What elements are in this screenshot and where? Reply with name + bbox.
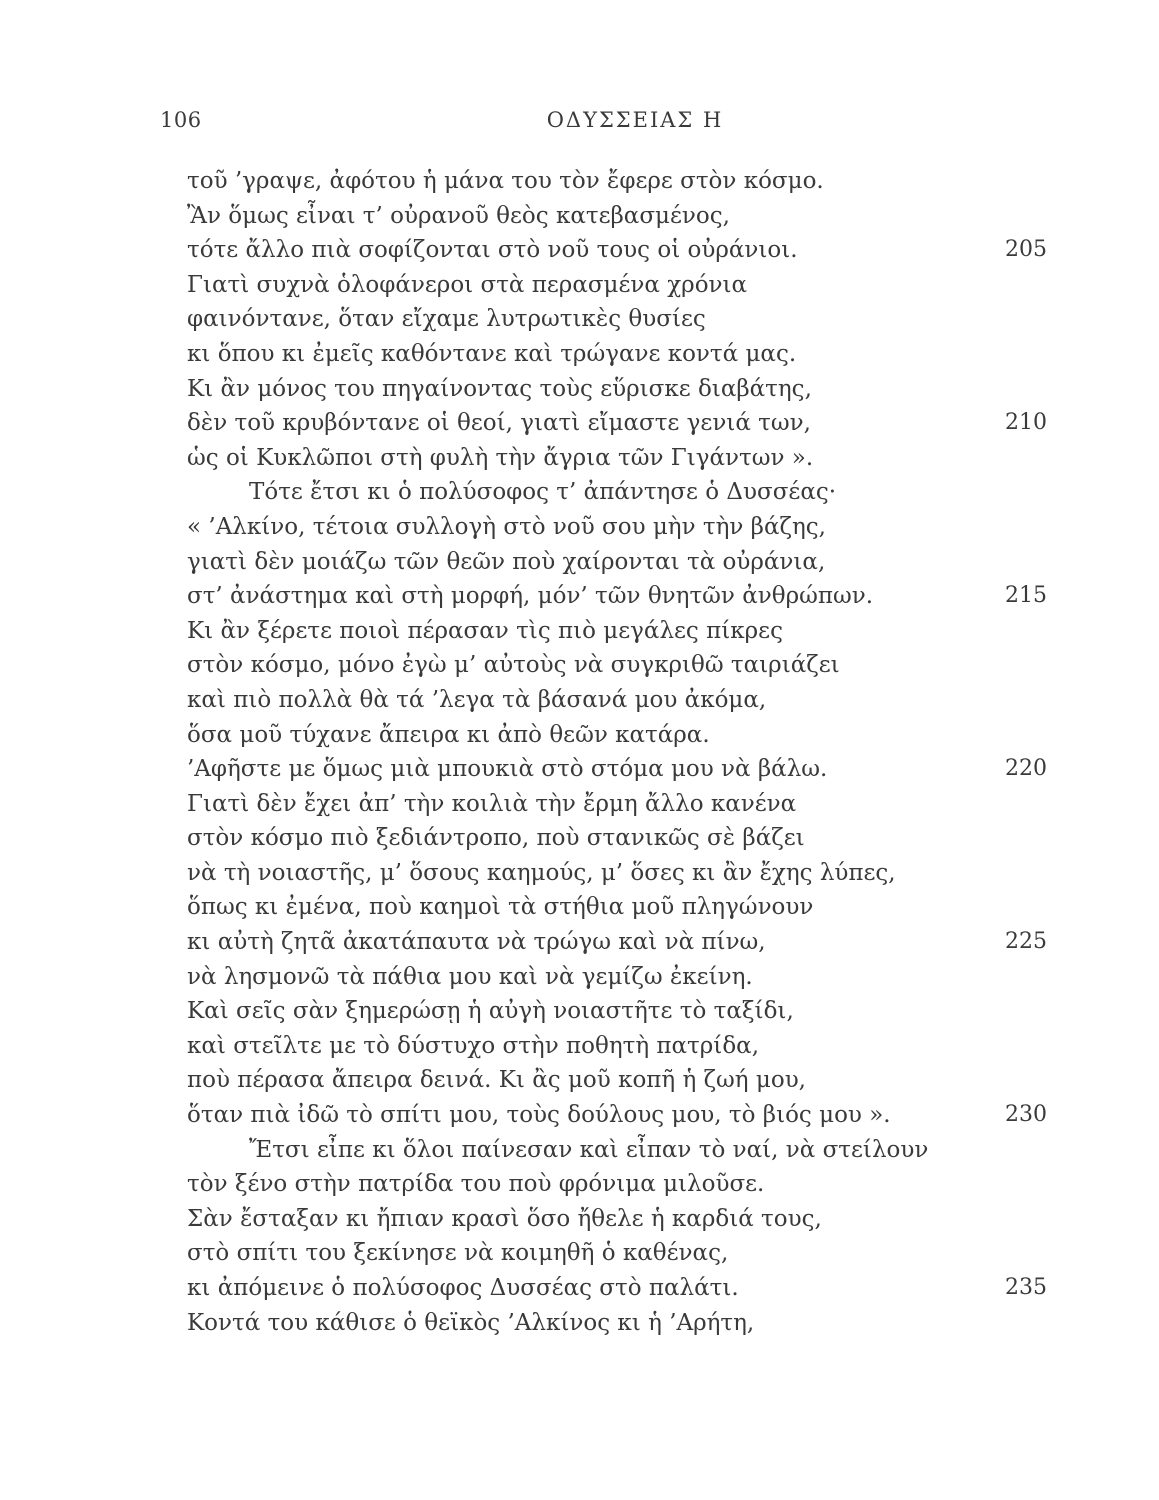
verse-line — [187, 302, 1047, 337]
line-number: 225 — [1005, 929, 1047, 955]
verse-line — [187, 268, 1047, 303]
verse-line — [187, 164, 1047, 199]
verse-text: τὸν ξένο στὴν πατρίδα του ποὺ φρόνιμα μιλοῦσε. — [187, 1171, 765, 1198]
verse-text: ὅπως κι ἐμένα, ποὺ καημοὶ τὰ στήθια μοῦ πληγώνουν — [187, 894, 814, 921]
verse-line — [187, 1167, 1047, 1202]
verse-line — [187, 1271, 1047, 1306]
line-number: 230 — [1005, 1102, 1047, 1128]
verse-text: στὸν κόσμο, μόνο ἐγὼ μ’ αὐτοὺς νὰ συγκριθῶ ταιριάζει — [187, 652, 840, 679]
verse-line — [187, 475, 1047, 510]
line-number: 215 — [1005, 583, 1047, 609]
verse-text: « ’Αλκίνο, τέτοια συλλογὴ στὸ νοῦ σου μὴν τὴν βάζης, — [187, 513, 826, 540]
verse-text: δὲν τοῦ κρυβόντανε οἱ θεοί, γιατὶ εἴμαστε γενιά των, — [187, 410, 811, 437]
verse-line — [187, 545, 1047, 580]
verse-text: Γιατὶ συχνὰ ὁλοφάνεροι στὰ περασμένα χρόνια — [187, 271, 748, 298]
verse-line — [187, 510, 1047, 545]
page-number: 106 — [160, 108, 202, 132]
verse-line — [187, 1029, 1047, 1064]
verse-line — [187, 821, 1047, 856]
verse-text: Ἂν ὅμως εἶναι τ’ οὐρανοῦ θεὸς κατεβασμένος, — [187, 202, 730, 229]
verse-text: Γιατὶ δὲν ἔχει ἀπ’ τὴν κοιλιὰ τὴν ἔρμη ἄλλο κανένα — [187, 790, 797, 817]
verse-text: ὅταν πιὰ ἰδῶ τὸ σπίτι μου, τοὺς δούλους μου, τὸ βιός μου ». — [187, 1102, 891, 1129]
verse-line — [187, 960, 1047, 995]
verse-line — [187, 337, 1047, 372]
line-number: 220 — [1005, 756, 1047, 782]
verse-text: κι ἀπόμεινε ὁ πολύσοφος Δυσσέας στὸ παλάτι. — [187, 1275, 739, 1301]
verse-text: Κι ἂν ξέρετε ποιοὶ πέρασαν τὶς πιὸ μεγάλες πίκρες — [187, 617, 783, 644]
verse-line — [187, 1202, 1047, 1237]
verse-text: στ’ ἀνάστημα καὶ στὴ μορφή, μόν’ τῶν θνητῶν ἀνθρώπων. — [187, 583, 874, 610]
verse-text: ’Αφῆστε με ὅμως μιὰ μπουκιὰ στὸ στόμα μου νὰ βάλω. — [187, 756, 828, 783]
verse-text: Τότε ἔτσι κι ὁ πολύσοφος τ’ ἀπάντησε ὁ Δυσσέας· — [249, 479, 837, 506]
verse-line — [187, 994, 1047, 1029]
verse-line — [187, 787, 1047, 822]
verse-text: Ἔτσι εἶπε κι ὅλοι παίνεσαν καὶ εἶπαν τὸ ναί, νὰ στείλουν — [249, 1136, 929, 1163]
verse-text: κι ὅπου κι ἐμεῖς καθόντανε καὶ τρώγανε κοντά μας. — [187, 340, 797, 367]
verse-line — [187, 233, 1047, 268]
verse-line — [187, 648, 1047, 683]
verse-text: ὡς οἱ Κυκλῶποι στὴ φυλὴ τὴν ἄγρια τῶν Γιγάντων ». — [187, 444, 814, 471]
verse-text: καὶ στεῖλτε με τὸ δύστυχο στὴν ποθητὴ πατρίδα, — [187, 1032, 760, 1059]
verse-text: καὶ πιὸ πολλὰ θὰ τά ’λεγα τὰ βάσανά μου ἀκόμα, — [187, 686, 767, 713]
verse-line — [187, 1133, 1047, 1168]
verse-text: Κοντά του κάθισε ὁ θεϊκὸς ’Αλκίνος κι ἡ ’Αρήτη, — [187, 1309, 755, 1336]
verse-text: νὰ λησμονῶ τὰ πάθια μου καὶ νὰ γεμίζω ἐκείνη. — [187, 963, 753, 990]
verse-line — [187, 925, 1047, 960]
verse-line — [187, 199, 1047, 234]
verse-line — [187, 1063, 1047, 1098]
poem-text — [187, 164, 1047, 1340]
verse-text: ποὺ πέρασα ἄπειρα δεινά. Κι ἂς μοῦ κοπῆ ἡ ζωή μου, — [187, 1067, 806, 1094]
verse-text: τοῦ ’γραψε, ἀφότου ἡ μάνα του τὸν ἔφερε στὸν κόσμο. — [187, 168, 824, 194]
verse-text: Κι ἂν μόνος του πηγαίνοντας τοὺς εὕρισκε διαβάτης, — [187, 375, 812, 402]
verse-text: τότε ἄλλο πιὰ σοφίζονται στὸ νοῦ τους οἱ οὐράνιοι. — [187, 237, 798, 264]
verse-line — [187, 406, 1047, 441]
verse-text: γιατὶ δὲν μοιάζω τῶν θεῶν ποὺ χαίρονται τὰ οὐράνια, — [187, 548, 826, 575]
line-number: 210 — [1005, 410, 1047, 436]
verse-text: Σὰν ἔσταξαν κι ἤπιαν κρασὶ ὅσο ἤθελε ἡ καρδιά τους, — [187, 1205, 822, 1232]
verse-line — [187, 752, 1047, 787]
verse-line — [187, 1236, 1047, 1271]
verse-text: στὸ σπίτι του ξεκίνησε νὰ κοιμηθῆ ὁ καθένας, — [187, 1240, 729, 1267]
verse-text: νὰ τὴ νοιαστῆς, μ’ ὅσους καημούς, μ’ ὅσες κι ἂν ἔχης λύπες, — [187, 859, 896, 886]
line-number: 205 — [1005, 237, 1047, 263]
verse-text: φαινόντανε, ὅταν εἴχαμε λυτρωτικὲς θυσίες — [187, 306, 706, 333]
verse-line — [187, 890, 1047, 925]
verse-line — [187, 372, 1047, 407]
verse-line — [187, 1306, 1047, 1341]
running-title: ΟΔΥΣΣΕΙΑΣ Η — [546, 108, 724, 132]
verse-line — [187, 1098, 1047, 1133]
verse-line — [187, 683, 1047, 718]
line-number: 235 — [1005, 1275, 1047, 1300]
verse-text: ὅσα μοῦ τύχανε ἄπειρα κι ἀπὸ θεῶν κατάρα. — [187, 721, 710, 748]
verse-line — [187, 441, 1047, 476]
verse-line — [187, 718, 1047, 753]
page-header — [160, 108, 1030, 144]
verse-text: στὸν κόσμο πιὸ ξεδιάντροπο, ποὺ στανικῶς σὲ βάζει — [187, 825, 805, 852]
verse-line — [187, 856, 1047, 891]
verse-text: κι αὐτὴ ζητᾶ ἀκατάπαυτα νὰ τρώγω καὶ νὰ πίνω, — [187, 929, 766, 956]
verse-line — [187, 614, 1047, 649]
verse-text: Καὶ σεῖς σὰν ξημερώσῃ ἡ αὐγὴ νοιαστῆτε τὸ ταξίδι, — [187, 998, 794, 1025]
verse-line — [187, 579, 1047, 614]
